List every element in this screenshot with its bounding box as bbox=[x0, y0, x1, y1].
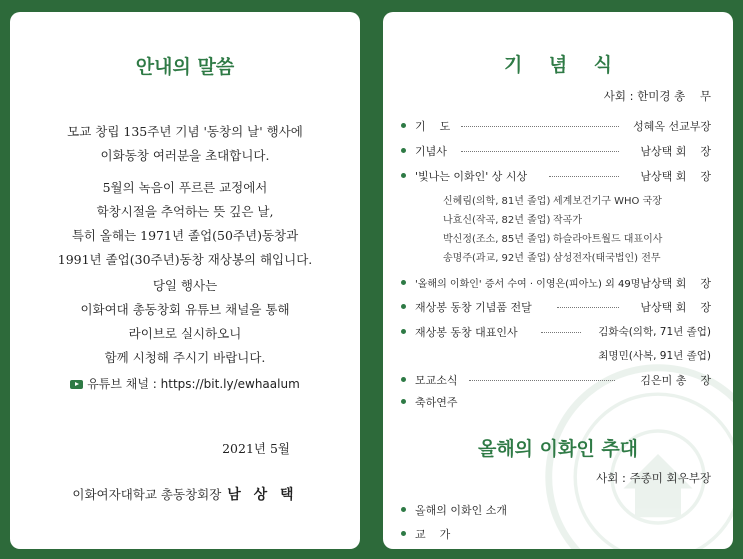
program-item bbox=[401, 143, 711, 159]
signature-name: 남 상 택 bbox=[227, 487, 298, 503]
program-item bbox=[401, 275, 711, 291]
program-item-label: 재상봉 동창 대표인사 bbox=[415, 326, 518, 339]
program-item-label: '빛나는 이화인' 상 시상 bbox=[415, 170, 528, 183]
program-item bbox=[401, 118, 711, 134]
youtube-channel-label: 유튜브 채널 : https://bit.ly/ewhaalum bbox=[87, 377, 300, 391]
ceremony-title: 기 념 식 bbox=[504, 54, 612, 76]
text-line: 당일 행사는 bbox=[152, 278, 218, 293]
signature bbox=[10, 484, 360, 504]
leader-dots bbox=[461, 126, 619, 127]
bullet-icon bbox=[401, 148, 406, 153]
youtube-icon bbox=[70, 380, 83, 389]
awardee-name: 나효신(작곡, 82년 졸업) bbox=[443, 215, 551, 226]
program-item bbox=[401, 526, 711, 542]
text-line: 모교 창립 135주년 기념 '동창의 날' 행사에 bbox=[67, 124, 303, 139]
invitation-left-page bbox=[10, 12, 360, 549]
awardee-row bbox=[443, 249, 661, 264]
letter-date: 2021년 5월 bbox=[222, 441, 290, 456]
text-line: 특히 올해는 1971년 졸업(50주년)동창과 bbox=[71, 228, 299, 243]
greeting-paragraph-2 bbox=[10, 176, 360, 272]
greeting-paragraph-3 bbox=[10, 274, 360, 370]
program-item bbox=[401, 372, 711, 388]
awardee-row bbox=[443, 211, 582, 226]
text-line: 함께 시청해 주시기 바랍니다. bbox=[104, 350, 266, 365]
text-line: 라이브로 실시하오니 bbox=[128, 326, 242, 341]
program-item-label: '올해의 이화인' 증서 수여 · 이영은(피아노) 외 49명 bbox=[415, 279, 641, 290]
text-line: 5월의 녹음이 푸르른 교정에서 bbox=[102, 180, 268, 195]
leader-dots bbox=[541, 332, 581, 333]
program-item-label: 올해의 이화인 소개 bbox=[415, 504, 508, 517]
text-line: 이화동창 여러분을 초대합니다. bbox=[100, 148, 270, 163]
program-item bbox=[401, 394, 711, 410]
program-item bbox=[401, 168, 711, 184]
program-item-person: 남상택 회 장 bbox=[640, 145, 711, 158]
awardee-role: 세계보건기구 WHO 국장 bbox=[553, 196, 662, 207]
leader-dots bbox=[557, 307, 619, 308]
bullet-icon bbox=[401, 123, 406, 128]
leader-dots bbox=[549, 176, 619, 177]
bullet-icon bbox=[401, 507, 406, 512]
text-line: 학창시절을 추억하는 뜻 깊은 날, bbox=[96, 204, 274, 219]
bullet-icon bbox=[401, 304, 406, 309]
awardee-row bbox=[443, 230, 663, 245]
bullet-icon bbox=[401, 531, 406, 536]
program-item bbox=[401, 502, 711, 518]
program-item-label: 기 도 bbox=[415, 120, 451, 133]
program-item-label: 축하연주 bbox=[415, 396, 458, 409]
leader-dots bbox=[461, 151, 619, 152]
program-item bbox=[401, 299, 711, 315]
ceremony-host: 사회 : 한미경 총 무 bbox=[603, 89, 711, 103]
program-item-person: 성혜옥 선교부장 bbox=[633, 120, 711, 133]
program-item-person: 김화숙(의학, 71년 졸업) bbox=[598, 326, 711, 338]
awardee-role: 삼성전자(태국법인) 전무 bbox=[553, 253, 661, 264]
program-item-person: 남상택 회 장 bbox=[640, 301, 711, 314]
representative-second: 최명민(사복, 91년 졸업) bbox=[598, 350, 711, 362]
ceremony-right-page bbox=[383, 12, 733, 549]
awardee-role: 하슬라아트월드 대표이사 bbox=[553, 234, 663, 245]
text-line: 이화여대 총동창회 유튜브 채널을 통해 bbox=[80, 302, 290, 317]
awardee-role: 작곡가 bbox=[553, 215, 582, 226]
program-item-person: 남상택 회 장 bbox=[640, 277, 711, 290]
leader-dots bbox=[469, 380, 615, 381]
bullet-icon bbox=[401, 280, 406, 285]
nomination-host: 사회 : 주종미 회우부장 bbox=[596, 471, 711, 485]
awardee-name: 송명주(과교, 92년 졸업) bbox=[443, 253, 551, 264]
bullet-icon bbox=[401, 377, 406, 382]
bullet-icon bbox=[401, 399, 406, 404]
program-item-label: 교 가 bbox=[415, 528, 451, 541]
text-line: 1991년 졸업(30주년)동창 재상봉의 해입니다. bbox=[57, 252, 313, 267]
awardee-row bbox=[443, 192, 662, 207]
awardee-name: 신혜림(의학, 81년 졸업) bbox=[443, 196, 551, 207]
greeting-title: 안내의 말씀 bbox=[135, 56, 235, 78]
program-item bbox=[401, 324, 711, 340]
nomination-title: 올해의 이화인 추대 bbox=[477, 438, 639, 460]
program-item-label: 재상봉 동창 기념품 전달 bbox=[415, 301, 532, 314]
program-item-label: 기념사 bbox=[415, 145, 447, 158]
program-item-label: 모교소식 bbox=[415, 374, 458, 387]
signature-org: 이화여자대학교 총동창회장 bbox=[72, 487, 222, 502]
program-item-person: 김은미 총 장 bbox=[640, 374, 711, 387]
youtube-channel-link[interactable] bbox=[10, 375, 360, 392]
awardee-name: 박신정(조소, 85년 졸업) bbox=[443, 234, 551, 245]
program-item-person: 남상택 회 장 bbox=[640, 170, 711, 183]
greeting-paragraph-1 bbox=[10, 120, 360, 168]
bullet-icon bbox=[401, 173, 406, 178]
bullet-icon bbox=[401, 329, 406, 334]
